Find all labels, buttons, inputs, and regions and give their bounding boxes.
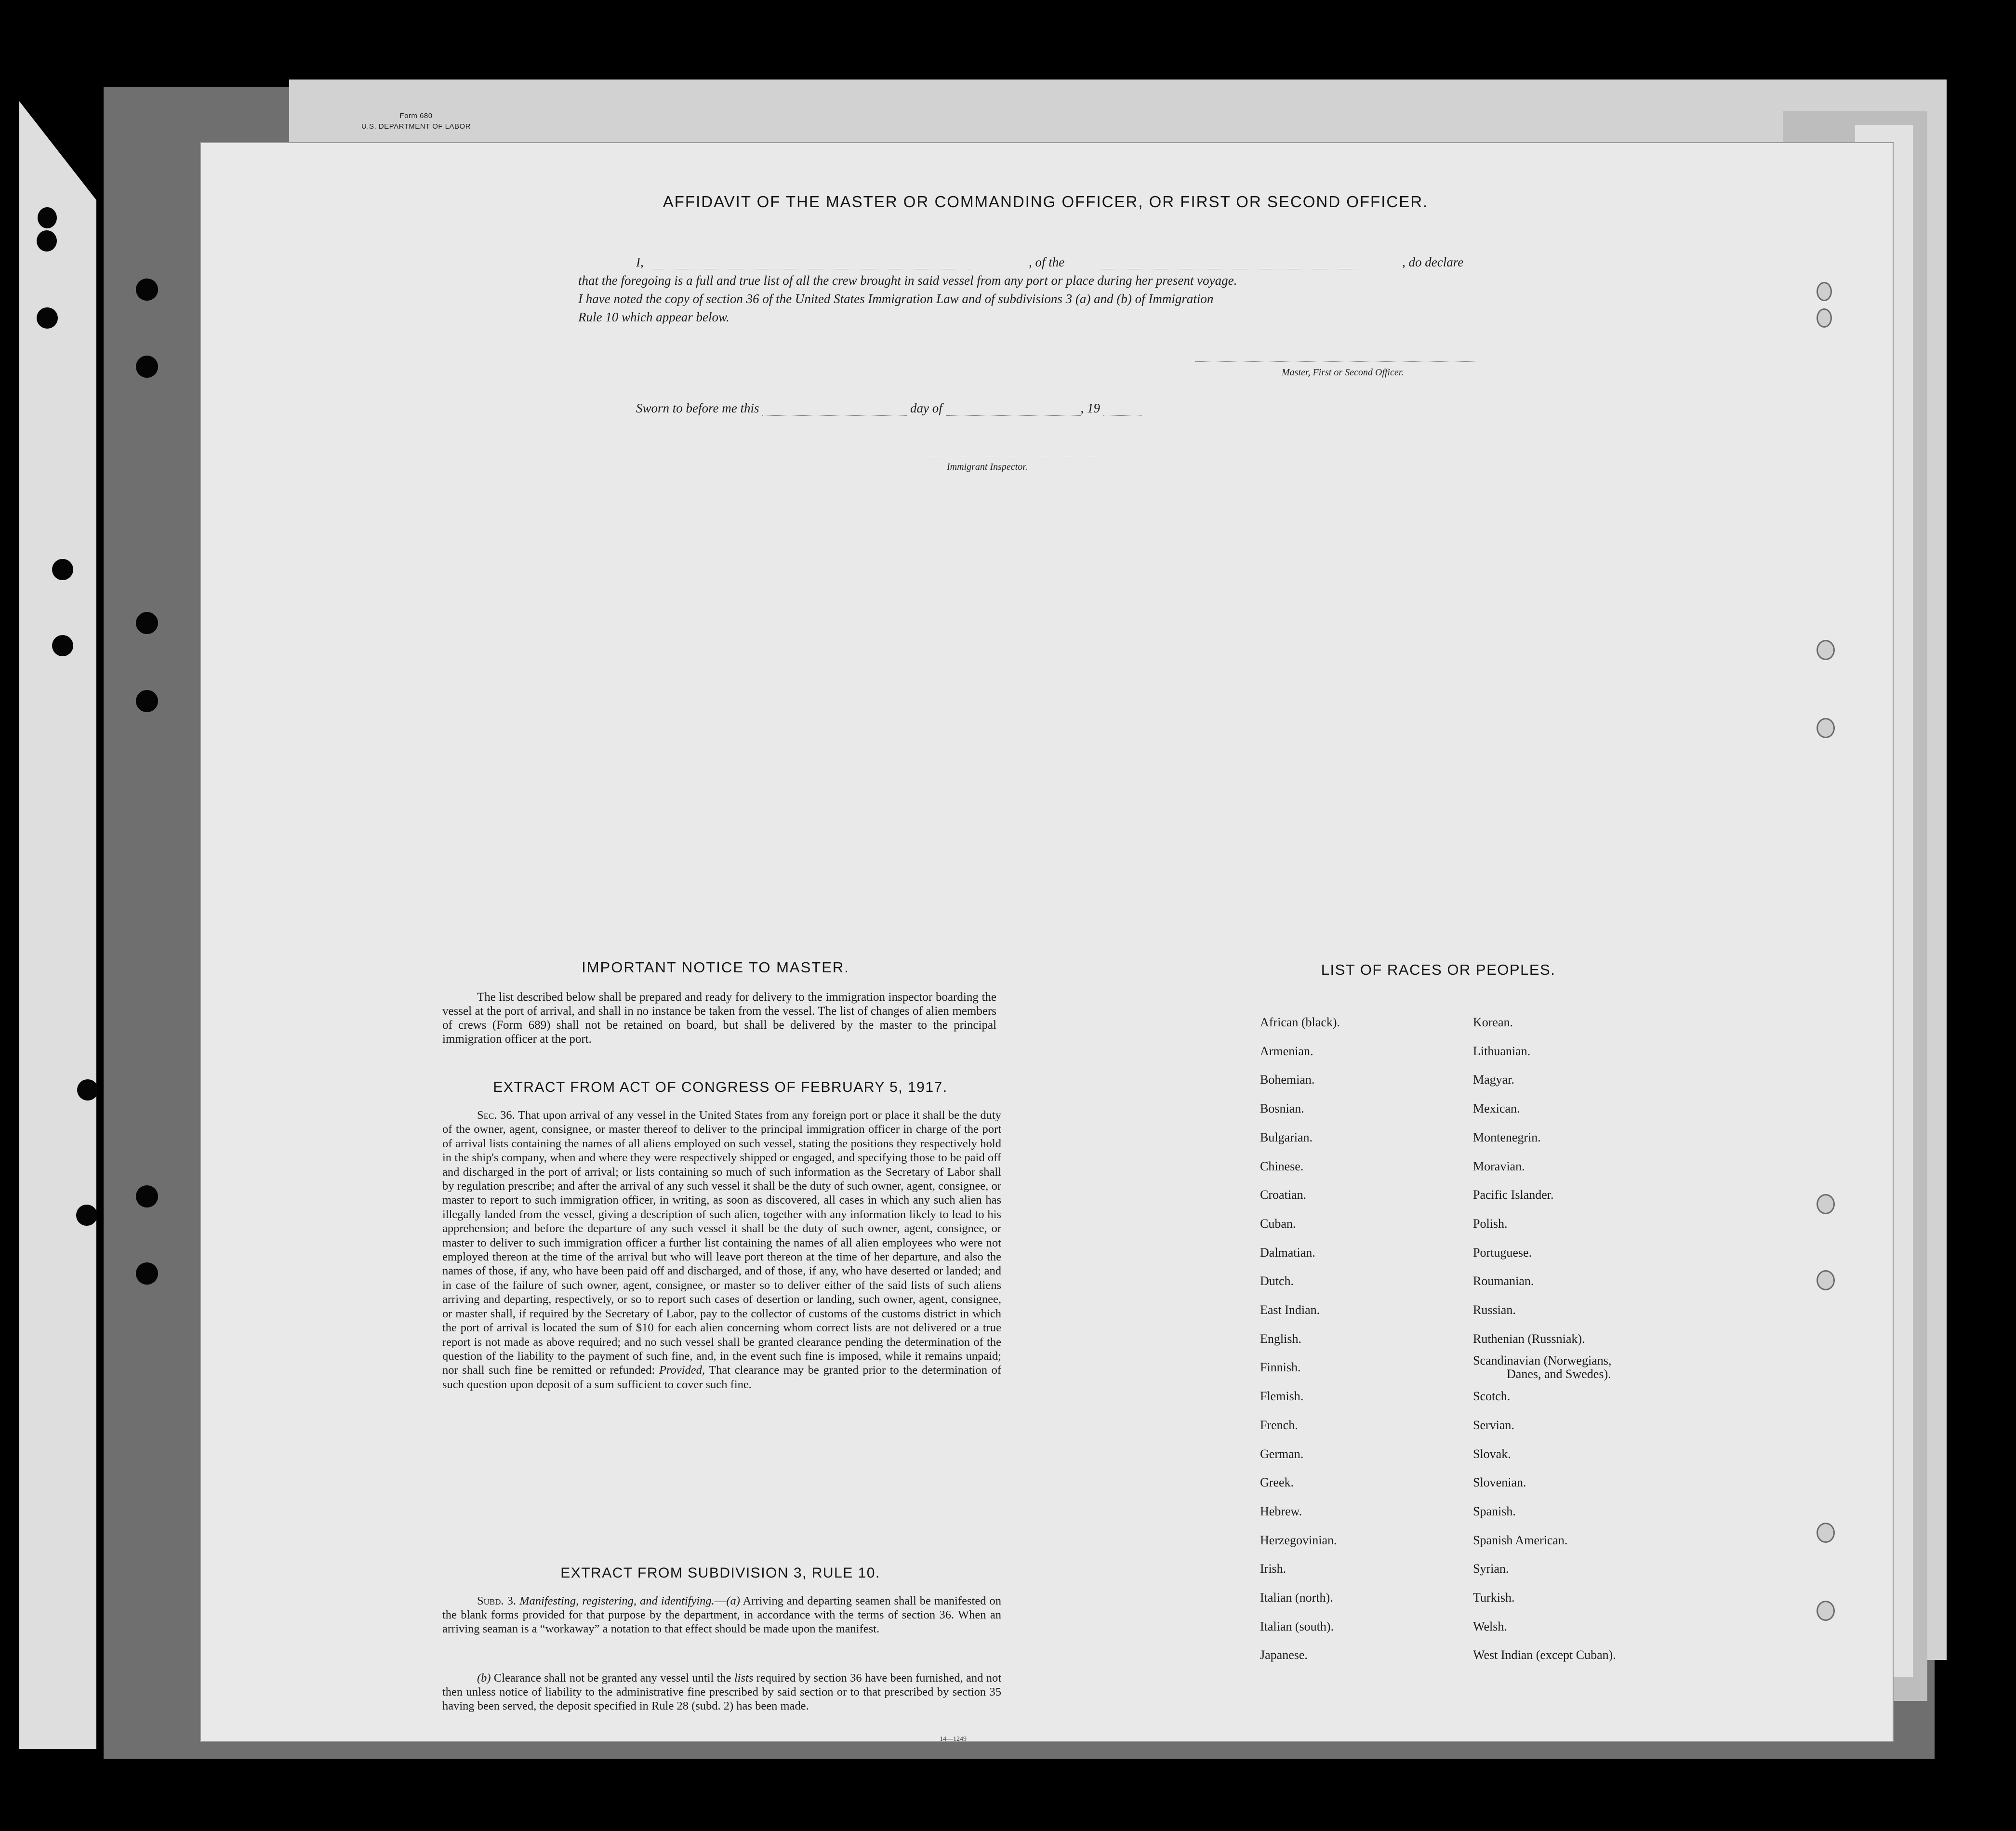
race-item: Mexican. <box>1473 1101 1520 1116</box>
notice-heading: IMPORTANT NOTICE TO MASTER. <box>582 959 849 976</box>
race-item-line: Scandinavian (Norwegians, <box>1473 1353 1612 1368</box>
affidavit-statement <box>578 253 1499 326</box>
proviso-label: Provided, <box>659 1364 705 1377</box>
print-code: 14—1249 <box>940 1736 967 1743</box>
race-item: Spanish American. <box>1473 1533 1568 1547</box>
section-36-body: That upon arrival of any vessel in the United States from any foreign port or place it shall be the duty of the owner, agent, consignee, or master thereof to deliver to the principal immigration officer in charge of the port of arrival lists containing the names of all aliens employed on such vessel, stating the positions they respectively hold in the ship's company, when and where they were respectively shipped or engaged, and specifying those to be paid off and discharged in the port of arrival; or lists containing so much of such information as the Secretary of Labor shall by regulation prescribe; and after the arrival of any such vessel it shall be the duty of such owner, agent, consignee, or master to report to such immigration officer, in writing, as soon as discovered, all cases in which any such alien has illegally landed from the vessel, giving a description of such alien, together with any information likely to lead to his apprehension; and before the departure of any such vessel it shall be the duty of such owner, agent, consignee, or master to deliver to such immigration officer a further list containing the names of all alien employees who were not employed thereon at the time of the arrival but who will leave port thereon at the time of her departure, and also the names of those, if any, who have been paid off and discharged, and of those, if any, who have deserted or landed; and in case of the failure of such owner, agent, consignee, or master so to deliver either of the said lists of such aliens arriving and departing, respectively, or so to report such cases of desertion or landing, such owner, agent, consignee, or master shall, if required by the Secretary of Labor, pay to the collector of customs of the customs district in which the port of arrival is located the sum of $10 for each alien concerning whom correct lists are not delivered or a true report is not made as above required; and no such vessel shall be granted clearance pending the determination of the question of the liability to the payment of such fine, and, in the event such fine is imposed, while it remains unpaid; nor shall such fine be remitted or refunded: <box>442 1109 1001 1377</box>
race-item: German. <box>1260 1446 1304 1461</box>
right-edge-hole <box>1817 308 1832 328</box>
race-item: Servian. <box>1473 1418 1514 1432</box>
department-name: U.S. DEPARTMENT OF LABOR <box>361 122 471 131</box>
part-b-text-end: required by section 36 have been furnished, and not then unless notice of liability to the administrative fine prescribed by said section or to that prescribed by section 35 having been served, the deposit specified in Rule 28 (subd. 2) has been made. <box>442 1672 1002 1712</box>
subdivision-3a-text: Subd. 3. Manifesting, registering, and identifying.—(a) Arriving and departing seamen shall be manifested on the blank forms provided for that purpose by the department, in accordance with the terms of section 36. When an arriving seaman is a “workaway” a notation to that effect should be made upon the manifest. <box>442 1594 1001 1635</box>
race-item: Dutch. <box>1260 1274 1294 1288</box>
binding-hole <box>37 307 58 329</box>
binding-hole <box>52 559 73 580</box>
subdivision-title: Manifesting, registering, and identifying. <box>519 1594 715 1607</box>
races-heading: LIST OF RACES OR PEOPLES. <box>1321 961 1556 978</box>
race-item: Lithuanian. <box>1473 1044 1531 1058</box>
signature-label: Master, First or Second Officer. <box>1282 367 1404 378</box>
affidavit-line: Rule 10 which appear below. <box>578 310 729 324</box>
sworn-text: Sworn to before me this <box>636 401 759 415</box>
right-edge-hole <box>1817 718 1835 738</box>
sworn-month-field[interactable] <box>946 415 1081 416</box>
race-item: Bosnian. <box>1260 1101 1304 1116</box>
part-b-text-start: Clearance shall not be granted any vessel until the <box>493 1672 731 1685</box>
vessel-prefix: , of the <box>1029 255 1065 269</box>
right-edge-hole <box>1817 1523 1835 1543</box>
race-item: Roumanian. <box>1473 1274 1534 1288</box>
binding-hole <box>77 1079 98 1101</box>
race-item: Slovenian. <box>1473 1475 1526 1490</box>
race-item: Flemish. <box>1260 1389 1304 1404</box>
subdivision-label: Subd. 3. <box>477 1594 517 1607</box>
race-item: Cuban. <box>1260 1216 1296 1231</box>
part-b-lists-word: lists <box>734 1672 754 1685</box>
binding-hole <box>52 635 73 656</box>
race-item: Armenian. <box>1260 1044 1313 1058</box>
race-item: Herzegovinian. <box>1260 1533 1337 1547</box>
races-left-column <box>1260 1008 1340 1670</box>
form-number: Form 680 <box>399 112 433 120</box>
right-edge-hole <box>1817 1601 1835 1621</box>
sworn-year-label: , 19 <box>1080 401 1100 415</box>
race-item: African (black). <box>1260 1015 1340 1029</box>
binding-hole <box>76 1205 97 1226</box>
race-item: East Indian. <box>1260 1303 1320 1317</box>
sworn-line <box>636 401 1142 416</box>
act-extract-heading: EXTRACT FROM ACT OF CONGRESS OF FEBRUARY 5, 1917. <box>493 1079 948 1095</box>
race-item: Moravian. <box>1473 1159 1525 1173</box>
section-36-text <box>442 1108 1001 1392</box>
binding-hole <box>136 690 158 712</box>
race-item: Hebrew. <box>1260 1504 1302 1518</box>
race-item <box>1473 1353 1616 1382</box>
race-item: West Indian (except Cuban). <box>1473 1648 1616 1662</box>
declarant-prefix: I, <box>636 255 644 269</box>
subdivision-3b-text <box>442 1671 1001 1713</box>
rule-extract-heading: EXTRACT FROM SUBDIVISION 3, RULE 10. <box>560 1565 880 1581</box>
inspector-label: Immigrant Inspector. <box>947 462 1028 472</box>
race-item: Irish. <box>1260 1562 1287 1576</box>
binding-hole <box>136 279 158 301</box>
race-item: Welsh. <box>1473 1619 1507 1633</box>
right-edge-hole <box>1817 1270 1835 1290</box>
race-item: Japanese. <box>1260 1648 1308 1662</box>
affidavit-line: I have noted the copy of section 36 of the United States Immigration Law and of subdivisions 3 (a) and (b) of Immigration <box>578 292 1214 306</box>
race-item: Greek. <box>1260 1475 1294 1490</box>
races-right-column <box>1473 1008 1616 1670</box>
sworn-year-field[interactable] <box>1103 415 1142 416</box>
binding-hole <box>136 1262 158 1285</box>
race-item: Bulgarian. <box>1260 1130 1313 1144</box>
race-item: Chinese. <box>1260 1159 1304 1173</box>
right-edge-hole <box>1817 640 1835 660</box>
race-item: Montenegrin. <box>1473 1130 1541 1144</box>
race-item: Croatian. <box>1260 1188 1307 1202</box>
binding-hole <box>136 1185 158 1207</box>
race-item: Bohemian. <box>1260 1073 1315 1087</box>
part-a-label: (a) <box>726 1594 740 1607</box>
right-edge-hole <box>1817 1194 1835 1214</box>
right-edge-hole <box>1817 282 1832 301</box>
binding-hole <box>37 230 57 252</box>
sworn-day-field[interactable] <box>762 415 907 416</box>
binding-hole <box>136 356 158 378</box>
declarant-line <box>578 253 1499 271</box>
race-item: Magyar. <box>1473 1073 1514 1087</box>
signature-field[interactable] <box>1195 361 1474 362</box>
race-item: Pacific Islander. <box>1473 1188 1554 1202</box>
race-item: Russian. <box>1473 1303 1516 1317</box>
race-item: Ruthenian (Russniak). <box>1473 1331 1585 1346</box>
binding-hole <box>136 612 158 634</box>
affidavit-line: that the foregoing is a full and true list of all the crew brought in said vessel from any port or place during her present voyage. <box>578 273 1237 288</box>
section-36-proviso-text: That clearance may be granted prior to the determination of such question upon deposit of a sum sufficient to cover such fine. <box>442 1364 1001 1391</box>
section-label: Sec. 36. <box>477 1109 515 1122</box>
race-item-line: Danes, and Swedes). <box>1507 1367 1611 1381</box>
race-item: Scotch. <box>1473 1389 1511 1404</box>
race-item: Italian (south). <box>1260 1619 1334 1633</box>
left-binding-strip <box>19 101 96 1749</box>
affidavit-sheet <box>200 142 1894 1742</box>
binding-hole <box>38 207 57 228</box>
sworn-day-label: day of <box>910 401 942 415</box>
race-item: French. <box>1260 1418 1298 1432</box>
affidavit-title: AFFIDAVIT OF THE MASTER OR COMMANDING OFFICER, OR FIRST OR SECOND OFFICER. <box>663 193 1429 211</box>
race-item: Finnish. <box>1260 1360 1301 1375</box>
race-item: Spanish. <box>1473 1504 1516 1518</box>
notice-body: The list described below shall be prepared and ready for delivery to the immigration inspector boarding the vessel at the port of arrival, and shall in no instance be taken from the vessel. The list of changes of alien members of crews (Form 689) shall not be retained on board, but shall be delivered by the master to the principal immigration officer at the port. <box>442 991 996 1046</box>
part-a-text: Arriving and departing seamen shall be manifested on the blank forms provided for that purpose by the department, in accordance with the terms of section 36. When an arriving seaman is a “workaway” a notation to that effect should be made upon the manifest. <box>442 1594 1001 1635</box>
race-item: Slovak. <box>1473 1446 1511 1461</box>
race-item: Polish. <box>1473 1216 1508 1231</box>
race-item: Turkish. <box>1473 1591 1515 1605</box>
underlying-form-header <box>361 111 471 132</box>
race-item: Italian (north). <box>1260 1591 1333 1605</box>
race-item: Portuguese. <box>1473 1245 1532 1260</box>
declare-text: , do declare <box>1402 255 1464 269</box>
race-item: English. <box>1260 1331 1301 1346</box>
part-b-label: (b) <box>477 1672 491 1685</box>
race-item: Dalmatian. <box>1260 1245 1315 1260</box>
race-item: Syrian. <box>1473 1562 1509 1576</box>
race-item: Korean. <box>1473 1015 1513 1029</box>
